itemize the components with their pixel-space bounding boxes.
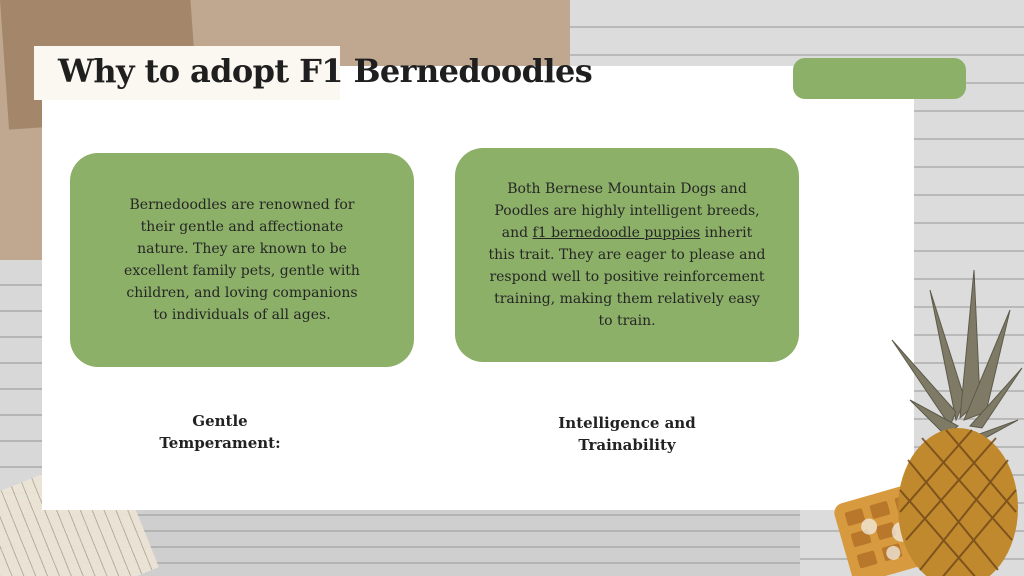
pineapple-waffle-image xyxy=(760,250,1024,576)
intelligence-box xyxy=(455,148,799,362)
intelligence-text-start: Both Bernese Mountain Dogs and Poodles are highly intelligent breeds, and xyxy=(494,181,760,241)
accent-pill xyxy=(793,58,966,99)
intelligence-text xyxy=(487,178,767,332)
intelligence-label: Intelligence and Trainability xyxy=(558,414,696,454)
temperament-box xyxy=(70,153,414,367)
puppies-link[interactable]: f1 bernedoodle puppies xyxy=(532,225,701,241)
temperament-text: Bernedoodles are renowned for their gentle and affectionate nature. They are known to be excellent family pets, gentle with children, and loving companions to individuals of all ages. xyxy=(124,197,360,323)
pineapple-icon xyxy=(892,270,1022,576)
intelligence-text-end: inherit this trait. They are eager to please and respond well to positive reinforcement training, making them relatively easy to train. xyxy=(488,225,766,329)
slide-title: Why to adopt F1 Bernedoodles xyxy=(58,52,593,90)
temperament-label: Gentle Temperament: xyxy=(159,412,281,452)
